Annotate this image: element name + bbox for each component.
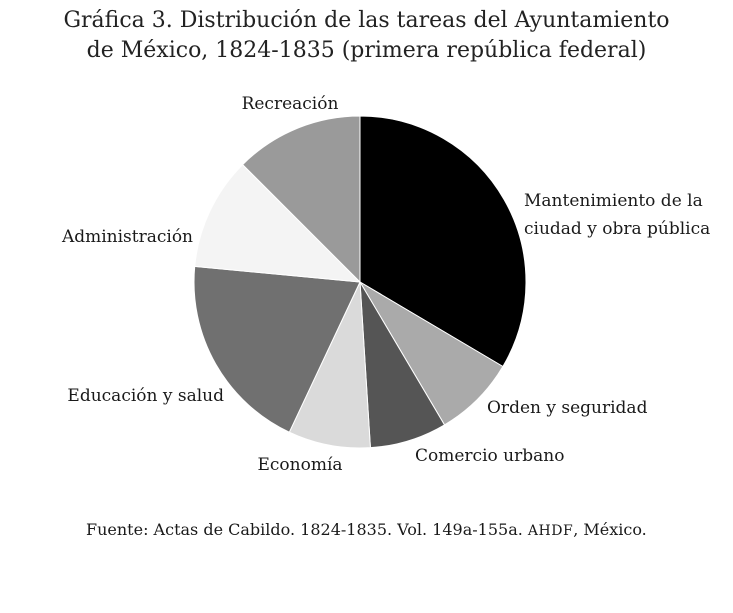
pie-slices: [194, 116, 526, 448]
slice-label-recreacion: Recreación: [241, 94, 339, 114]
slice-label-comercio-urbano: Comercio urbano: [415, 446, 565, 466]
chart-title-line-1: Gráfica 3. Distribución de las tareas del Ayuntamiento: [63, 8, 670, 33]
source-suffix: , México.: [573, 520, 647, 539]
slice-label-mantenimiento-de-la-ciudad-y-obra-publica: Mantenimiento de la ciudad y obra pública: [524, 191, 711, 239]
chart-title-line-2: de México, 1824-1835 (primera república federal): [86, 38, 647, 63]
slice-label-orden-y-seguridad: Orden y seguridad: [487, 398, 648, 418]
source-note: [86, 520, 647, 539]
source-archive: AHDF: [527, 523, 574, 539]
source-text: Fuente: Actas de Cabildo. 1824-1835. Vol. 149a-155a.: [86, 520, 528, 539]
slice-label-economia: Economía: [257, 455, 343, 475]
slice-label-educacion-y-salud: Educación y salud: [67, 386, 224, 406]
slice-label-administracion: Administración: [61, 227, 193, 247]
